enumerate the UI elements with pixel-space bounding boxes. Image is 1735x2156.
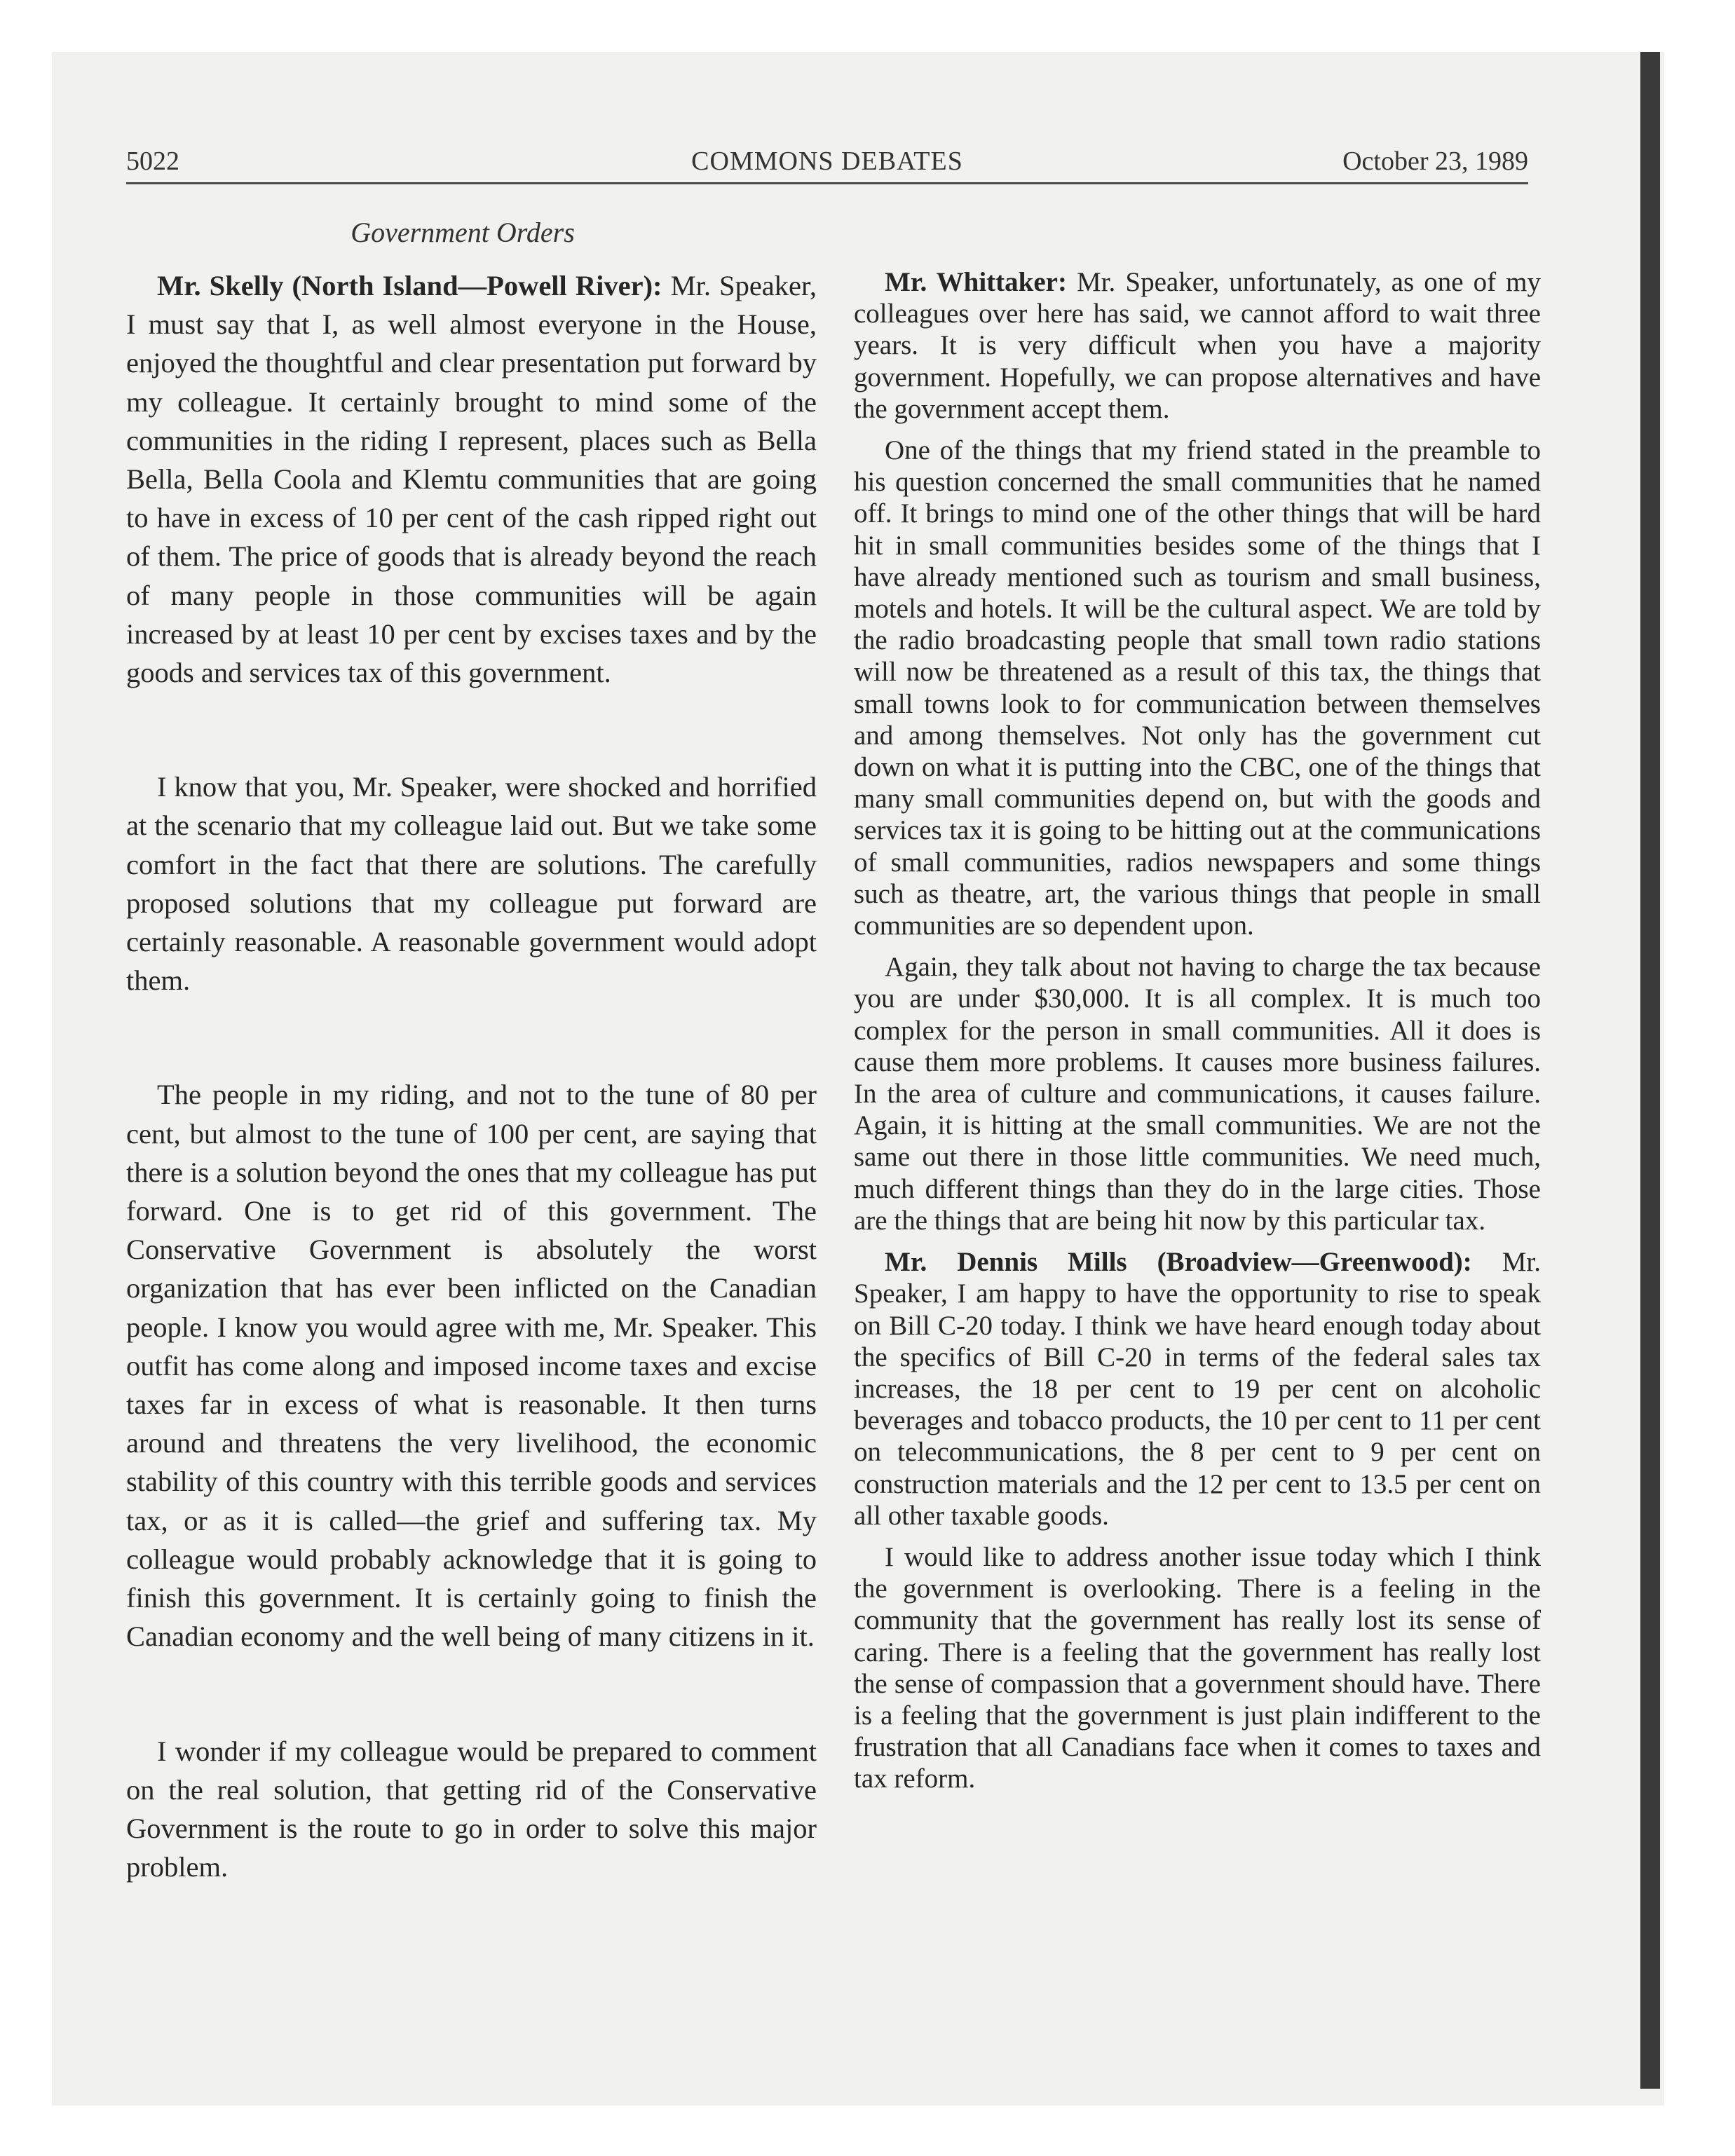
- paragraph: I wonder if my colleague would be prepared to comment on the real solution, that getting rid of the Conservative Government is the route to go in order to solve this major problem.: [126, 1735, 817, 1883]
- section-heading: Government Orders: [351, 217, 575, 248]
- paragraph: [854, 1246, 1541, 1531]
- publication-date: October 23, 1989: [1342, 146, 1528, 176]
- left-column: [126, 266, 817, 1886]
- running-head: [126, 140, 1528, 179]
- paragraph: I know that you, Mr. Speaker, were shocked and horrified at the scenario that my colleague laid out. But we take some comfort in the fact that there are solutions. The carefully proposed solutions that my colleague put forward are certainly reasonable. A reasonable government would adopt them.: [126, 771, 817, 997]
- speaker-name: Mr. Whittaker:: [885, 267, 1067, 297]
- paragraph: One of the things that my friend stated in the preamble to his question concerned the small communities that he named off. It brings to mind one of the other things that will be hard hit in small communities besides some of the things that I have already mentioned such as tourism and small business, motels and hotels. It will be the cultural aspect. We are told by the radio broadcasting people that small town radio stations will now be threatened as a result of this tax, the things that small towns look to for communication between themselves and among themselves. Not only has the government cut down on what it is putting into the CBC, one of the things that many small communities depend on, but with the goods and services tax it is going to be hitting out at the communications of small communities, radios newspapers and some things such as theatre, art, the various things that people in small communities are so dependent upon.: [854, 435, 1541, 941]
- page-number: 5022: [126, 146, 179, 176]
- right-column: [854, 266, 1541, 1805]
- paragraph: [126, 266, 817, 692]
- speech-text: Mr. Speaker, I am happy to have the opportunity to rise to speak on Bill C-20 today. I think we have heard enough today about the specifics of Bill C-20 in terms of the federal sales tax increases, the 18 per cent to 19 per cent on alcoholic beverages and tobacco products, the 10 per cent to 11 per cent on telecommunications, the 8 per cent to 9 per cent on construction materials and the 12 per cent to 13.5 per cent on all other taxable goods.: [854, 1247, 1542, 1531]
- paragraph: The people in my riding, and not to the tune of 80 per cent, but almost to the tune of 100 per cent, are saying that there is a solution beyond the ones that my colleague has put forward. One is to get rid of this government. The Conservative Government is absolutely the worst organization that has ever been inflicted on the Canadian people. I know you would agree with me, Mr. Speaker. This outfit has come along and imposed income taxes and excise taxes far in excess of what is reasonable. It then turns around and threatens the very livelihood, the economic stability of this country with this terrible goods and services tax, or as it is called—the grief and suffering tax. My colleague would probably acknowledge that it is going to finish this government. It is certainly going to finish the Canadian economy and the well being of many citizens in it.: [126, 1079, 817, 1653]
- speaker-name: Mr. Skelly (North Island—Powell River):: [157, 270, 662, 301]
- scan-edge-shadow: [1640, 52, 1660, 2089]
- paragraph: I would like to address another issue today which I think the government is overlooking. There is a feeling in the community that the government has really lost its sense of caring. There is a feeling that the government has really lost the sense of compassion that a government should have. There is a feeling that the government is just plain indifferent to the frustration that all Canadians face when it comes to taxes and tax reform.: [854, 1541, 1541, 1794]
- publication-title: COMMONS DEBATES: [691, 146, 963, 176]
- speaker-name: Mr. Dennis Mills (Broadview—Greenwood):: [885, 1247, 1472, 1278]
- header-rule: [126, 182, 1528, 184]
- speech-text: Mr. Speaker, I must say that I, as well almost everyone in the House, enjoyed the thoughtful and clear presentation put forward by my colleague. It certainly brought to mind some of the communities in the riding I represent, places such as Bella Bella, Bella Coola and Klemtu communities that are going to have in excess of 10 per cent of the cash ripped right out of them. The price of goods that is already beyond the reach of many people in those communities will be again increased by at least 10 per cent by excises taxes and by the goods and services tax of this government.: [126, 270, 817, 689]
- speech-text: Mr. Speaker, unfortunately, as one of my colleagues over here has said, we cannot afford to wait three years. It is very difficult when you have a majority government. Hopefully, we can propose alternatives and have the government accept them.: [854, 267, 1541, 424]
- paragraph: [854, 266, 1541, 425]
- paragraph: Again, they talk about not having to charge the tax because you are under $30,000. It is all complex. It is much too complex for the person in small communities. All it does is cause them more problems. It causes more business failures. In the area of culture and communications, it causes failure. Again, it is hitting at the small communities. We are not the same out there in those little communities. We need much, much different things than they do in the large cities. Those are the things that are being hit now by this particular tax.: [854, 952, 1541, 1236]
